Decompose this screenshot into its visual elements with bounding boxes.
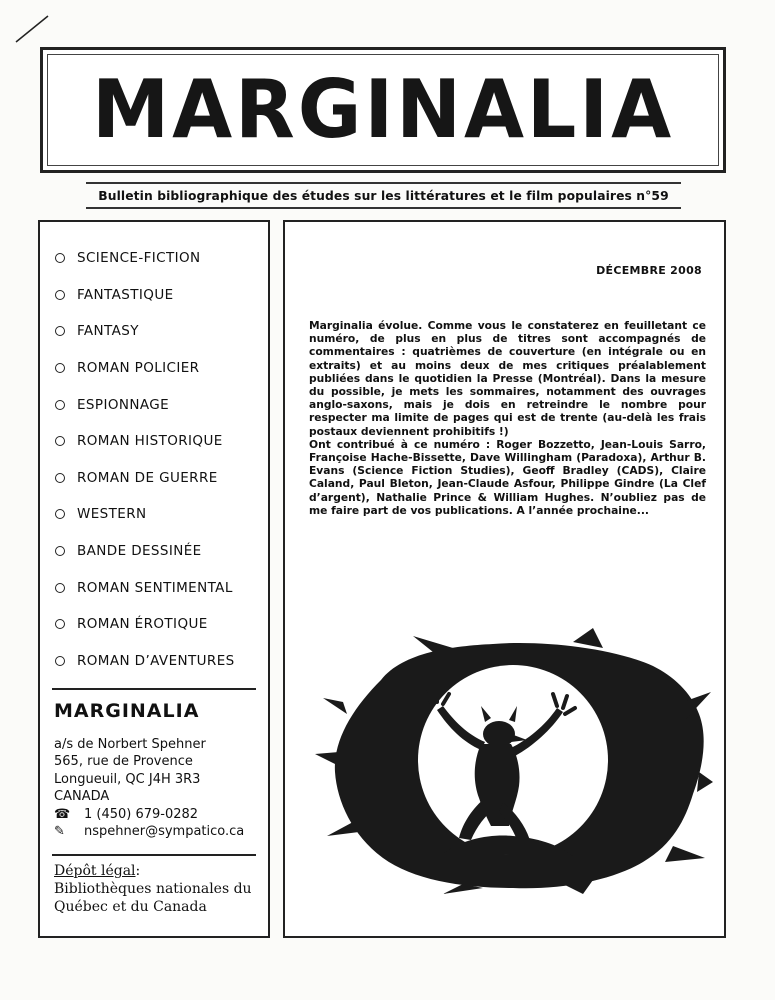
circle-bullet-icon <box>55 436 65 446</box>
genre-label: WESTERN <box>77 506 147 523</box>
circle-bullet-icon <box>55 546 65 556</box>
circle-bullet-icon <box>55 473 65 483</box>
circle-bullet-icon <box>55 253 65 263</box>
circle-bullet-icon <box>55 326 65 336</box>
werewolf-moon-illustration <box>313 622 713 894</box>
genre-item <box>54 313 235 350</box>
genre-label: ROMAN D’AVENTURES <box>77 652 235 669</box>
genre-item <box>54 350 235 387</box>
phone-row <box>54 806 244 823</box>
address-line <box>54 771 244 788</box>
legal-deposit-colon: : <box>135 863 141 879</box>
legal-deposit <box>54 862 252 916</box>
masthead <box>40 47 726 173</box>
circle-bullet-icon <box>55 656 65 666</box>
legal-deposit-title: Dépôt légal <box>54 863 136 879</box>
address-line <box>54 788 244 805</box>
genre-label: FANTASY <box>77 323 139 340</box>
genre-item <box>54 386 235 423</box>
genre-label: ROMAN POLICIER <box>77 360 200 377</box>
genre-item <box>54 423 235 460</box>
address-line-text: a/s de Norbert Spehner <box>54 737 206 752</box>
genre-label: SCIENCE-FICTION <box>77 250 201 267</box>
genre-label: ROMAN HISTORIQUE <box>77 433 223 450</box>
main-content <box>283 220 726 938</box>
genre-item <box>54 277 235 314</box>
masthead-subtitle: Bulletin bibliographique des études sur les littératures et le film populaires n°59 <box>86 182 681 209</box>
genre-item <box>54 496 235 533</box>
pen-mark-icon <box>14 14 54 44</box>
phone-number: 1 (450) 679-0282 <box>84 806 199 822</box>
circle-bullet-icon <box>55 290 65 300</box>
genre-label: ROMAN ÉROTIQUE <box>77 616 208 633</box>
editorial-paragraph: Marginalia évolue. Comme vous le constaterez en feuilletant ce numéro, de plus en plus de titres sont accompagnés de commentaires : quatrièmes de couverture (en intégrale ou en extraits) et au moins deux de mes critiques préalablement publiées dans le quotidien la Presse (Montréal). Dans la mesure du possible, je mets les sommaires, notamment des ouvrages anglo-saxons, mais je dois en retreindre le nombre pour respecter ma limite de pages qui est de trente (au-delà les frais postaux deviennent prohibitifs !) <box>309 319 706 438</box>
genre-list <box>54 240 235 679</box>
circle-bullet-icon <box>55 619 65 629</box>
genre-item <box>54 460 235 497</box>
legal-deposit-line: Québec et du Canada <box>54 899 207 915</box>
genre-item <box>54 533 235 570</box>
genre-label: ROMAN SENTIMENTAL <box>77 579 233 596</box>
genre-label: BANDE DESSINÉE <box>77 543 202 560</box>
genre-item <box>54 240 235 277</box>
contact-address <box>54 736 244 840</box>
circle-bullet-icon <box>55 509 65 519</box>
address-line <box>54 753 244 770</box>
legal-deposit-line: Bibliothèques nationales du <box>54 881 252 897</box>
circle-bullet-icon <box>55 400 65 410</box>
editorial-text <box>309 319 706 517</box>
genre-item <box>54 643 235 680</box>
sidebar-divider <box>52 854 256 856</box>
address-line-text: CANADA <box>54 789 110 805</box>
circle-bullet-icon <box>55 583 65 593</box>
contact-title: MARGINALIA <box>54 700 200 722</box>
address-line-text: Longueuil, QC J4H 3R3 <box>54 771 201 787</box>
sidebar-divider <box>52 688 256 690</box>
masthead-title: MARGINALIA <box>91 63 675 156</box>
email-address: nspehner@sympatico.ca <box>84 824 245 840</box>
genre-label: ROMAN DE GUERRE <box>77 469 218 486</box>
sidebar <box>38 220 270 938</box>
editorial-paragraph: Ont contribué à ce numéro : Roger Bozzetto, Jean-Louis Sarro, Françoise Hache-Bissette, Dave Willingham (Paradoxa), Arthur B. Evans (Science Fiction Studies), Geoff Bradley (CADS), Claire Caland, Paul Bleton, Jean-Claude Asfour, Philippe Gindre (La Clef d’argent), Nathalie Prince & William Hughes. N’oubliez pas de me faire part de vos publications. A l’année prochaine... <box>309 437 706 517</box>
genre-label: FANTASTIQUE <box>77 286 174 303</box>
address-line-text: 565, rue de Provence <box>54 754 193 770</box>
email-icon: ✎ <box>54 824 65 840</box>
address-line <box>54 736 244 753</box>
genre-item <box>54 606 235 643</box>
genre-label: ESPIONNAGE <box>77 396 170 413</box>
issue-date: DÉCEMBRE 2008 <box>596 264 702 277</box>
circle-bullet-icon <box>55 363 65 373</box>
email-row <box>54 823 244 840</box>
phone-icon: ☎ <box>54 806 71 822</box>
genre-item <box>54 569 235 606</box>
